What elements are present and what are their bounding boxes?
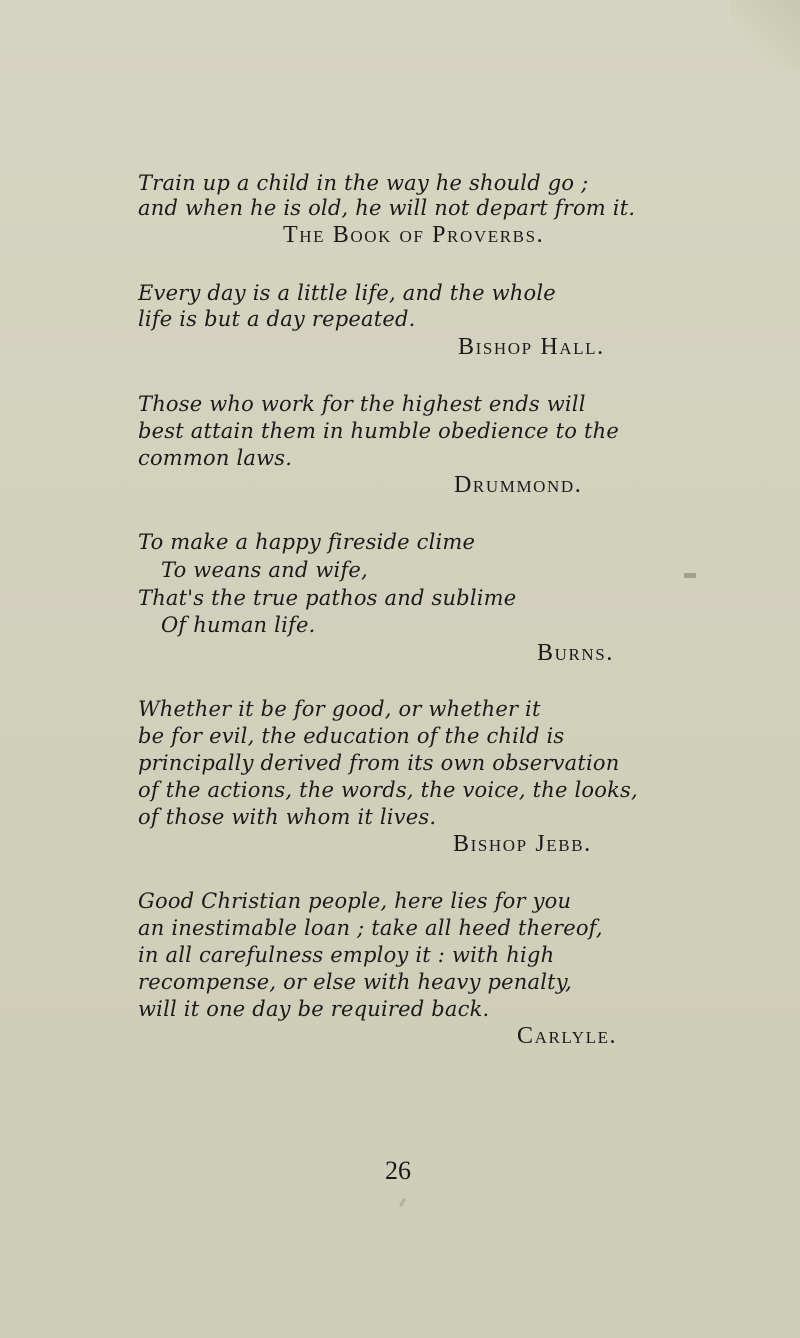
quote-3-line-2: best attain them in humble obedience to the <box>138 419 619 443</box>
quote-6-line-4: recompense, or else with heavy penalty, <box>138 970 572 994</box>
quote-5-line-2: be for evil, the education of the child is <box>138 724 565 748</box>
quote-1-author: The Book of Proverbs. <box>283 222 545 248</box>
quote-6-author: Carlyle. <box>517 1023 618 1049</box>
quote-4-line-3: That's the true pathos and sublime <box>138 586 517 610</box>
quote-2-line-1: Every day is a little life, and the whole <box>138 281 556 305</box>
page-corner-shadow <box>730 0 800 70</box>
quote-3-author: Drummond. <box>454 472 583 498</box>
quote-5-line-3: principally derived from its own observation <box>138 751 620 775</box>
quote-2-author: Bishop Hall. <box>458 334 605 360</box>
quote-6-line-5: will it one day be required back. <box>138 997 490 1021</box>
quote-1-line-1: Train up a child in the way he should go ; <box>138 171 589 195</box>
quote-6-line-2: an inestimable loan ; take all heed thereof, <box>138 916 603 940</box>
quote-5-line-5: of those with whom it lives. <box>138 805 437 829</box>
margin-mark <box>684 573 696 578</box>
quote-4-line-1: To make a happy fireside clime <box>138 530 476 554</box>
ink-speck <box>399 1198 406 1207</box>
quote-2-line-2: life is but a day repeated. <box>138 307 416 331</box>
quote-5-author: Bishop Jebb. <box>453 831 592 857</box>
quote-6-line-3: in all carefulness employ it : with high <box>138 943 555 967</box>
quote-4-author: Burns. <box>537 640 614 666</box>
quote-5-line-4: of the actions, the words, the voice, the looks, <box>138 778 638 802</box>
quote-3-line-1: Those who work for the highest ends will <box>138 392 586 416</box>
quote-4-line-2: To weans and wife, <box>161 558 368 582</box>
quote-5-line-1: Whether it be for good, or whether it <box>138 697 541 721</box>
quote-3-line-3: common laws. <box>138 446 293 470</box>
quote-4-line-4: Of human life. <box>161 613 316 637</box>
page-number: 26 <box>385 1156 411 1185</box>
quote-6-line-1: Good Christian people, here lies for you <box>138 889 572 913</box>
quote-1-line-2: and when he is old, he will not depart from it. <box>138 196 636 220</box>
